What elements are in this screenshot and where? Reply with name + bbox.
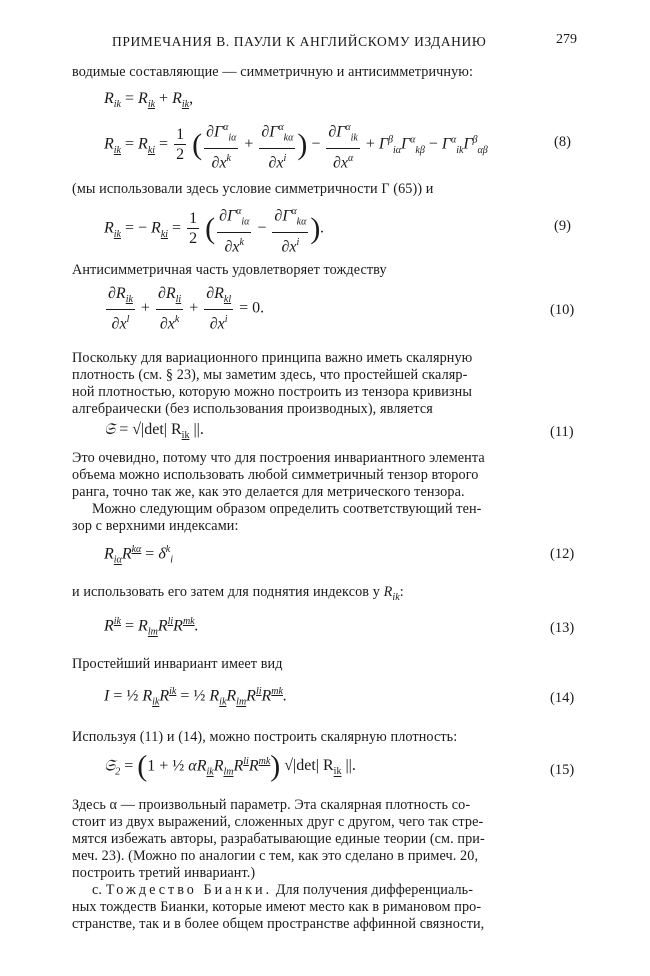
text-line: странстве, так и в более общем пространстве аффинной связности, — [72, 916, 485, 932]
equation-number: (12) — [550, 546, 575, 562]
text-line: меч. 23). (Можно по аналогии с тем, как это сделано в примеч. 20, — [72, 848, 479, 864]
text-line: Поскольку для вариационного принципа важно иметь скалярную — [72, 350, 473, 366]
equation-number: (10) — [550, 302, 575, 318]
text-line: с. Тождество Бианки. Для получения дифференциаль- — [92, 882, 474, 898]
running-title: ПРИМЕЧАНИЯ В. ПАУЛИ К АНГЛИЙСКОМУ ИЗДАНИЮ — [112, 34, 487, 49]
equation-number: (15) — [550, 762, 575, 778]
text-line: мятся избежать авторы, разрабатывающие единые теории (см. при- — [72, 831, 485, 847]
text-line: алгебраически (без использования производных), является — [72, 401, 433, 417]
text-line: ной плотностью, которую можно построить из тензора кривизны — [72, 384, 472, 400]
text-line: Простейший инвариант имеет вид — [72, 656, 283, 672]
text-line: Используя (11) и (14), можно построить скалярную плотность: — [72, 729, 458, 745]
text-line: построить третий инвариант.) — [72, 865, 256, 881]
text-line: зор с верхними индексами: — [72, 518, 239, 534]
equation-12: $R_{i\alpha}R^{k\alpha} = \delta^k_i$ — [104, 544, 173, 566]
equation-number: (9) — [554, 218, 571, 234]
text-line: плотность (см. § 23), мы заметим здесь, что простейшей скаляр- — [72, 367, 468, 383]
equation-number: (13) — [550, 620, 575, 636]
text-line: Это очевидно, потому что для построения инвариантного элемента — [72, 450, 485, 466]
equation-number: (8) — [554, 134, 571, 150]
equation-9: $R_{ik}$ = − $R_{ki}$ = $\frac{1}{2}$ ( $\frac{\partial\Gamma^\alpha_{i\alpha}}{\partial x^k}$ − $\frac{\partial\Gamma^\alpha_{k\alpha}}{\partial x^i}$ ). — [104, 202, 324, 256]
equation-14: I = ½ $R_{ik}R^{ik}$ = ½ $R_{ik}R_{lm}R^{li}R^{mk}$. — [104, 686, 287, 708]
text-line: объема можно использовать любой симметричный тензор второго — [72, 467, 479, 483]
text-line: (мы использовали здесь условие симметричности Γ (65)) и — [72, 181, 434, 197]
text-line: водимые составляющие — симметричную и антисимметричную: — [72, 64, 474, 80]
equation-13: $R^{ik} = R_{lm}R^{li}R^{mk}$. — [104, 616, 199, 638]
text-line: Антисимметричная часть удовлетворяет тождеству — [72, 262, 387, 278]
equation-number: (14) — [550, 690, 575, 706]
equation-11: 𝔖 = √|det| $R_{ik}$ ||. — [104, 421, 204, 442]
text-line: стоит из двух выражений, сложенных друг с другом, чего так стре- — [72, 814, 484, 830]
equation-number: (11) — [550, 424, 574, 440]
equation-decomposition: $R_{ik} = R_{ik} + R_{ik}$, — [104, 90, 194, 111]
text-line: Можно следующим образом определить соответствующий тен- — [92, 501, 482, 517]
text-line: и использовать его затем для поднятия индексов у $R_{ik}$: — [72, 584, 404, 603]
text-line: ных тождеств Бианки, которые имеют место как в римановом про- — [72, 899, 482, 915]
section-title: Тождество Бианки. — [105, 882, 273, 898]
equation-15: 𝔖$_2$ = (1 + ½ $\alpha R_{ik}R_{lm}R^{li}R^{mk}$) √|det| $R_{ik}$ ||. — [104, 749, 356, 783]
text-line: Здесь α — произвольный параметр. Эта скалярная плотность со- — [72, 797, 471, 813]
equation-8: $R_{ik} = R_{ki}$ = $\frac{1}{2}$ ( $\frac{\partial\Gamma^\alpha_{i\alpha}}{\partial x^k}$ + $\frac{\partial\Gamma^\alpha_{k\alpha}}{\partial x^i}$ ) − $\frac{\partial\Gamma^\alpha_{ik}}{\partial x^\alpha}$ + $\Gamma^\beta_{i\alpha}\Gamma^\alpha_{k\beta} - \Gamma^\alpha_{ik}\Gamma^\beta_{\alpha\beta}$ — [104, 118, 488, 172]
page-number: 279 — [556, 32, 577, 47]
text-line: ранга, точно так же, как это делается для метрического тензора. — [72, 484, 465, 500]
equation-10: $\frac{\partial R_{ik}}{\partial x^l}$ + $\frac{\partial R_{li}}{\partial x^k}$ + $\frac{\partial R_{kl}}{\partial x^i}$ = 0. — [108, 285, 265, 333]
